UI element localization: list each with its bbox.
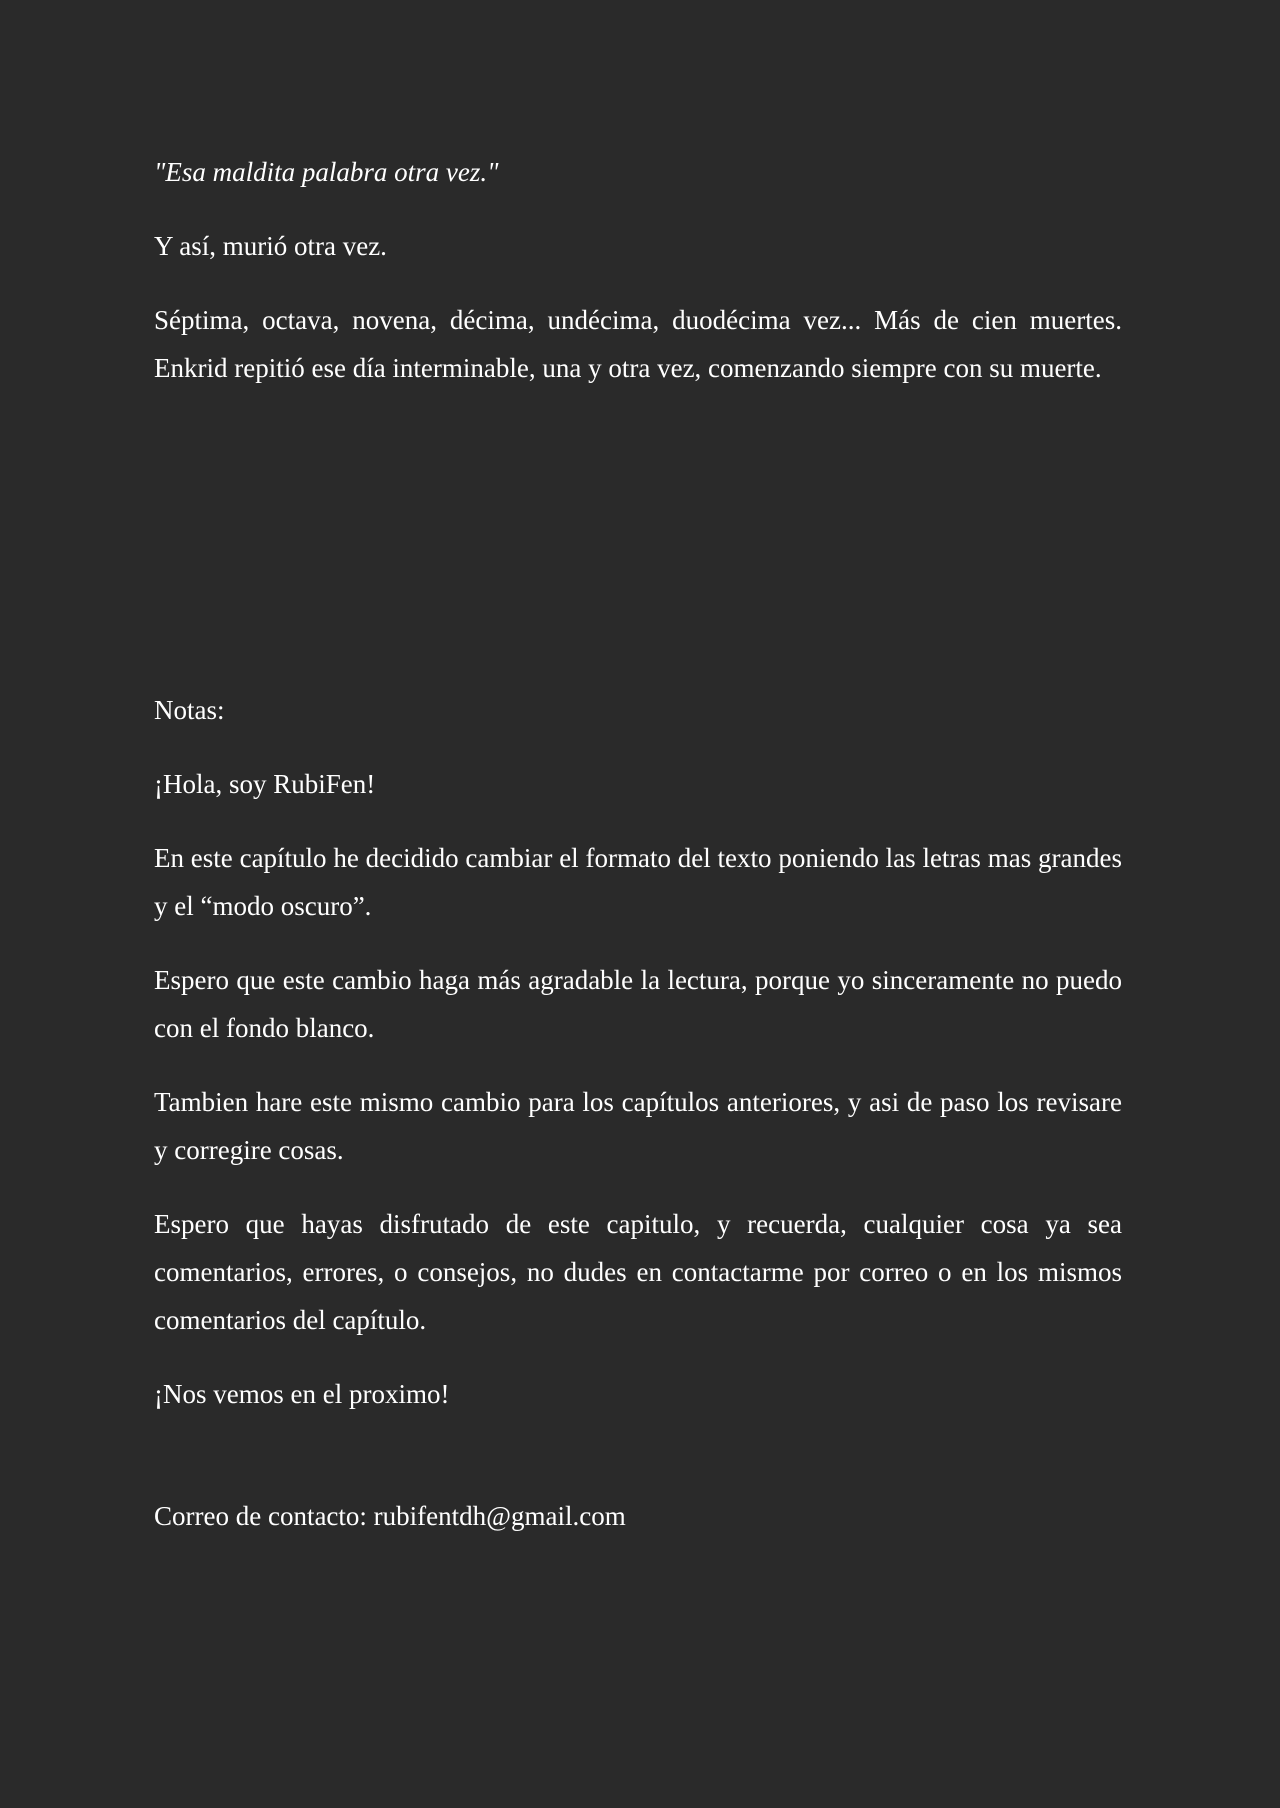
notes-heading: Notas: xyxy=(154,695,225,725)
notes-paragraph: Espero que este cambio haga más agradable la lectura, porque yo sinceramente no puedo con el fondo blanco. xyxy=(154,965,1122,1043)
contact-gap xyxy=(154,1444,1122,1492)
section-gap xyxy=(154,418,1122,686)
notes-greeting: ¡Hola, soy RubiFen! xyxy=(154,769,376,799)
contact-email: Correo de contacto: rubifentdh@gmail.com xyxy=(154,1501,626,1531)
notes-paragraph: En este capítulo he decidido cambiar el formato del texto poniendo las letras mas grandes y el “modo oscuro”. xyxy=(154,843,1122,921)
story-line-2: Séptima, octava, novena, décima, undécima, duodécima vez... Más de cien muertes. Enkrid repitió ese día interminable, una y otra vez, comenzando siempre con su muerte. xyxy=(154,305,1122,383)
story-line-1: Y así, murió otra vez. xyxy=(154,231,387,261)
notes-paragraph: Espero que hayas disfrutado de este capitulo, y recuerda, cualquier cosa ya sea comentarios, errores, o consejos, no dudes en contactarme por correo o en los mismos comentarios del capítulo. xyxy=(154,1209,1122,1335)
notes-paragraph: Tambien hare este mismo cambio para los capítulos anteriores, y asi de paso los revisare y corregire cosas. xyxy=(154,1087,1122,1165)
notes-farewell: ¡Nos vemos en el proximo! xyxy=(154,1379,450,1409)
story-quote: "Esa maldita palabra otra vez." xyxy=(154,157,499,187)
document-page xyxy=(154,148,1122,1566)
